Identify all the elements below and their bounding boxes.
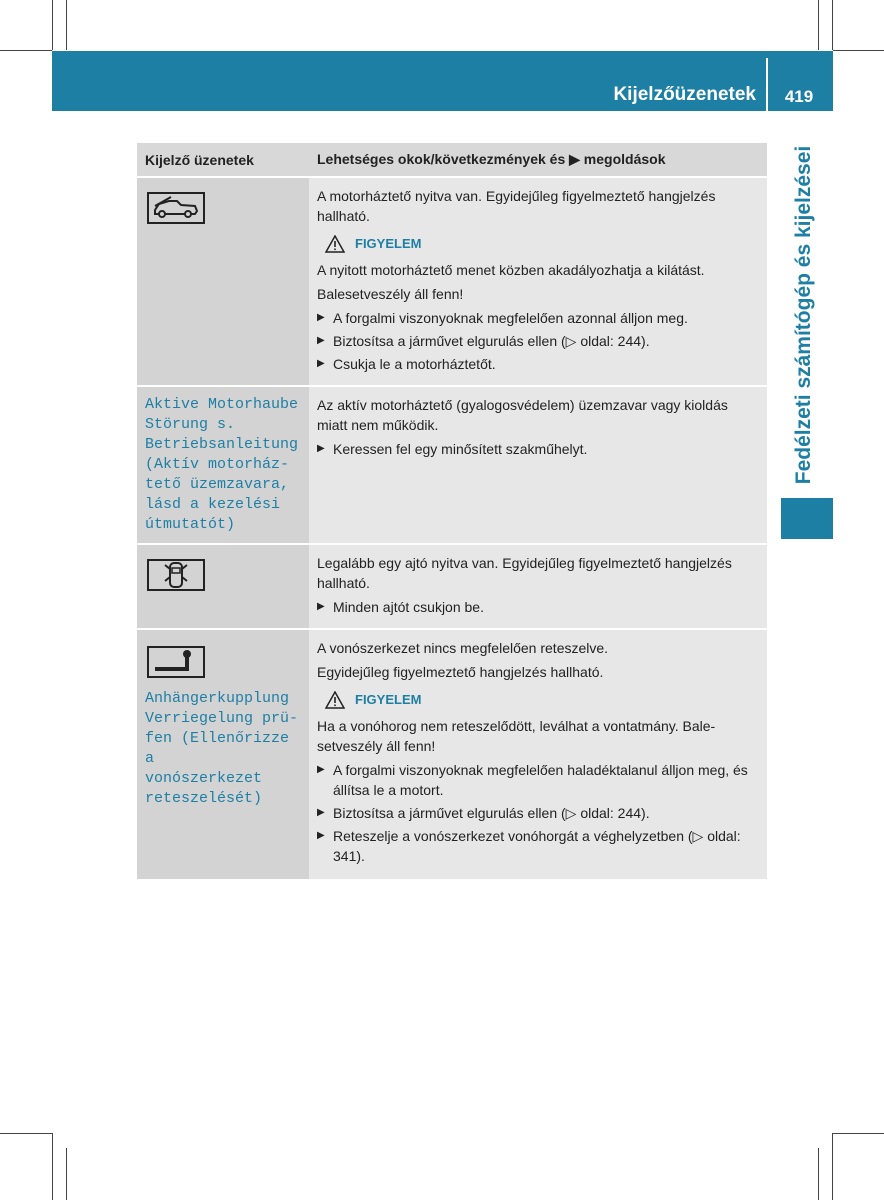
message-line: Aktive Motorhaube <box>145 396 299 413</box>
table-row <box>137 544 767 629</box>
crop-mark <box>0 50 52 51</box>
message-line: Störung s. <box>145 416 236 433</box>
column-header-causes: Lehetséges okok/következmények és ▶ megoldások <box>309 143 767 177</box>
message-line: reteszelését) <box>145 790 263 807</box>
display-message <box>145 395 302 535</box>
crop-mark <box>833 50 884 51</box>
trailer-hitch-icon <box>147 646 302 683</box>
message-cell <box>137 386 309 544</box>
solution-cell <box>309 629 767 879</box>
message-cell <box>137 629 309 879</box>
message-line: fen (Ellenőrizze a <box>145 730 290 767</box>
warning-text: A nyitott motorháztető menet közben akadályozhatja a kilátást. <box>317 262 705 278</box>
message-line: lásd a kezelési <box>145 496 281 513</box>
display-message <box>145 689 302 809</box>
door-open-icon <box>147 559 302 596</box>
list-item: ▶ A forgalmi viszonyoknak megfelelően azonnal álljon meg. <box>317 308 760 328</box>
cause-text: Egyidejűleg figyelmeztető hangjelzés hallható. <box>317 664 604 680</box>
message-line: útmutatót) <box>145 516 236 533</box>
message-cell <box>137 177 309 386</box>
warning-text: Ha a vonóhorog nem reteszelődött, leválhat a vontatmány. Bale-setveszély áll fenn! <box>317 718 716 754</box>
crop-mark <box>818 0 819 50</box>
cause-text: A motorháztető nyitva van. Egyidejűleg figyelmeztető hangjelzés hallható. <box>317 188 716 224</box>
solution-list <box>317 308 760 374</box>
warning-heading <box>325 234 760 254</box>
list-item: ▶ A forgalmi viszonyoknak megfelelően haladéktalanul álljon meg, és állítsa le a motort. <box>317 760 760 800</box>
page-title: Kijelzőüzenetek <box>613 84 756 105</box>
crop-mark <box>52 1133 53 1200</box>
page-number: 419 <box>784 87 814 106</box>
list-item: ▶ Keressen fel egy minősített szakműhelyt. <box>317 439 760 459</box>
list-item: ▶ Biztosítsa a járművet elgurulás ellen (▷ oldal: 244). <box>317 803 760 823</box>
side-tab-label: Fedélzeti számítógép és kijelzései <box>792 145 815 485</box>
solution-list <box>317 597 760 617</box>
cause-text: Legalább egy ajtó nyitva van. Egyidejűleg figyelmeztető hangjelzés hallható. <box>317 555 732 591</box>
cause-text: A vonószerkezet nincs megfelelően reteszelve. <box>317 640 609 656</box>
cause-text: Az aktív motorháztető (gyalogosvédelem) üzemzavar vagy kioldás miatt nem működik. <box>317 397 728 433</box>
warning-label: FIGYELEM <box>355 692 422 707</box>
table-row <box>137 177 767 386</box>
message-cell <box>137 544 309 629</box>
solution-list <box>317 760 760 866</box>
list-item: ▶ Biztosítsa a járművet elgurulás ellen (▷ oldal: 244). <box>317 331 760 351</box>
messages-table <box>137 143 767 879</box>
message-line: Anhängerkupplung <box>145 690 290 707</box>
solution-cell <box>309 544 767 629</box>
crop-mark <box>832 0 833 50</box>
crop-mark <box>66 0 67 50</box>
warning-triangle-icon <box>325 235 345 253</box>
crop-mark <box>833 1133 884 1134</box>
message-line: (Aktív motorház- <box>145 456 290 473</box>
crop-mark <box>0 1133 52 1134</box>
hood-open-icon <box>147 192 302 229</box>
table-row <box>137 629 767 879</box>
side-tab <box>784 140 824 490</box>
table-header-row <box>137 143 767 177</box>
list-item: ▶ Csukja le a motorháztetőt. <box>317 354 760 374</box>
message-line: Betriebsanleitung <box>145 436 299 453</box>
crop-mark <box>818 1148 819 1200</box>
solution-list <box>317 439 760 459</box>
message-line: vonószerkezet <box>145 770 263 787</box>
solution-cell <box>309 386 767 544</box>
solution-cell <box>309 177 767 386</box>
column-header-messages: Kijelző üzenetek <box>137 143 309 177</box>
crop-mark <box>66 1148 67 1200</box>
message-line: Verriegelung prü- <box>145 710 299 727</box>
table-row <box>137 386 767 544</box>
warning-text: Balesetveszély áll fenn! <box>317 286 464 302</box>
message-line: tető üzemzavara, <box>145 476 290 493</box>
crop-mark <box>52 0 53 50</box>
warning-heading <box>325 690 760 710</box>
list-item: ▶ Reteszelje a vonószerkezet vonóhorgát a véghelyzetben (▷ oldal: 341). <box>317 826 760 866</box>
warning-label: FIGYELEM <box>355 236 422 251</box>
side-tab-marker <box>781 498 833 539</box>
warning-triangle-icon <box>325 691 345 709</box>
crop-mark <box>832 1133 833 1200</box>
list-item: ▶ Minden ajtót csukjon be. <box>317 597 760 617</box>
